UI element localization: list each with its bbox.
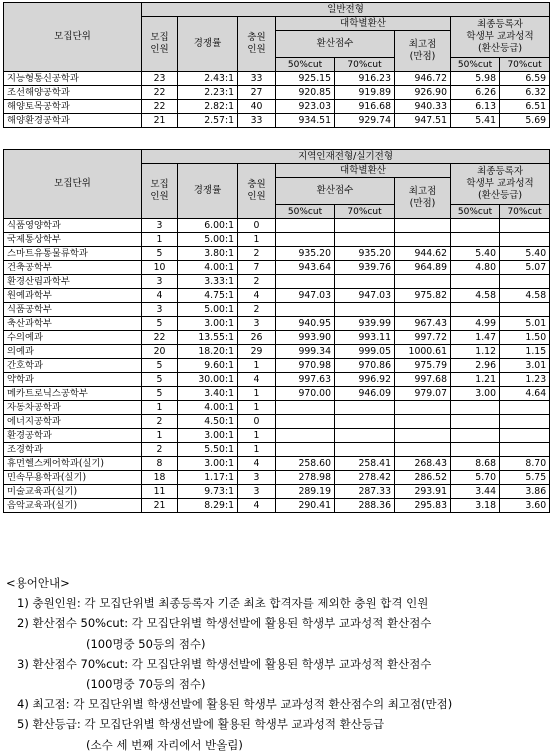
glossary-title: <용어안내> [6, 576, 70, 590]
table-row [4, 247, 550, 261]
filled-count-cell: 3 [238, 317, 276, 331]
competition-rate-cell: 4.50:1 [178, 415, 238, 429]
quota-cell: 21 [142, 114, 178, 128]
grade-70cut-cell: 4.58 [500, 289, 550, 303]
header-group: 일반전형 [142, 3, 550, 17]
table-row [4, 289, 550, 303]
score-70cut-cell: 996.92 [335, 373, 395, 387]
unit-name-cell: 건축공학부 [4, 261, 142, 275]
quota-cell: 22 [142, 331, 178, 345]
max-score-cell [395, 275, 451, 289]
grade-50cut-cell: 4.58 [451, 289, 500, 303]
max-score-cell [395, 415, 451, 429]
competition-rate-cell: 5.00:1 [178, 303, 238, 317]
filled-count-cell: 1 [238, 429, 276, 443]
grade-50cut-cell [451, 415, 500, 429]
filled-count-cell: 33 [238, 114, 276, 128]
grade-50cut-cell [451, 443, 500, 457]
grade-70cut-cell: 3.86 [500, 485, 550, 499]
grade-70cut-cell [500, 429, 550, 443]
competition-rate-cell: 2.23:1 [178, 86, 238, 100]
score-70cut-cell [335, 443, 395, 457]
score-70cut-cell [335, 233, 395, 247]
table-row [4, 429, 550, 443]
header-converted-score: 환산점수 [276, 178, 395, 205]
table-row [4, 387, 550, 401]
table-row [4, 261, 550, 275]
score-50cut-cell: 258.60 [276, 457, 335, 471]
quota-cell: 1 [142, 401, 178, 415]
table-row [4, 317, 550, 331]
filled-count-cell: 4 [238, 499, 276, 513]
quota-cell: 23 [142, 72, 178, 86]
unit-name-cell: 음악교육과(실기) [4, 499, 142, 513]
score-50cut-cell [276, 429, 335, 443]
grade-50cut-cell: 4.80 [451, 261, 500, 275]
grade-70cut-cell [500, 303, 550, 317]
max-score-cell: 926.90 [395, 86, 451, 100]
glossary-item-grade-detail: (소수 세 번째 자리에서 반올림) [86, 737, 243, 752]
quota-cell: 21 [142, 499, 178, 513]
table-row [4, 401, 550, 415]
grade-50cut-cell: 3.18 [451, 499, 500, 513]
grade-70cut-cell: 3.60 [500, 499, 550, 513]
max-score-cell: 975.82 [395, 289, 451, 303]
score-70cut-cell [335, 219, 395, 233]
filled-count-cell: 33 [238, 72, 276, 86]
header-score-70cut: 70%cut [335, 205, 395, 219]
grade-50cut-cell: 5.98 [451, 72, 500, 86]
filled-count-cell: 3 [238, 471, 276, 485]
filled-count-cell: 27 [238, 86, 276, 100]
grade-70cut-cell [500, 275, 550, 289]
regional-practical-admission-table [3, 149, 550, 513]
score-50cut-cell: 943.64 [276, 261, 335, 275]
quota-cell: 1 [142, 429, 178, 443]
max-score-cell: 286.52 [395, 471, 451, 485]
table-row [4, 100, 550, 114]
table-row [4, 443, 550, 457]
max-score-cell [395, 233, 451, 247]
general-admission-table [3, 2, 550, 128]
header-max-score: 최고점 (만점) [395, 178, 451, 219]
max-score-cell: 967.43 [395, 317, 451, 331]
filled-count-cell: 2 [238, 275, 276, 289]
grade-70cut-cell [500, 219, 550, 233]
table-row [4, 331, 550, 345]
grade-50cut-cell: 4.99 [451, 317, 500, 331]
grade-50cut-cell [451, 401, 500, 415]
competition-rate-cell: 9.60:1 [178, 359, 238, 373]
filled-count-cell: 1 [238, 233, 276, 247]
grade-70cut-cell: 1.50 [500, 331, 550, 345]
unit-name-cell: 의예과 [4, 345, 142, 359]
score-50cut-cell: 970.00 [276, 387, 335, 401]
max-score-cell: 946.72 [395, 72, 451, 86]
quota-cell: 5 [142, 247, 178, 261]
quota-cell: 3 [142, 219, 178, 233]
unit-name-cell: 메카트로닉스공학부 [4, 387, 142, 401]
max-score-cell [395, 443, 451, 457]
quota-cell: 11 [142, 485, 178, 499]
table-row [4, 373, 550, 387]
score-50cut-cell: 289.19 [276, 485, 335, 499]
competition-rate-cell: 1.17:1 [178, 471, 238, 485]
grade-50cut-cell: 5.70 [451, 471, 500, 485]
table-row [4, 72, 550, 86]
grade-50cut-cell: 3.44 [451, 485, 500, 499]
unit-name-cell: 수의예과 [4, 331, 142, 345]
competition-rate-cell: 30.00:1 [178, 373, 238, 387]
score-70cut-cell: 287.33 [335, 485, 395, 499]
filled-count-cell: 26 [238, 331, 276, 345]
unit-name-cell: 휴먼헬스케어학과(실기) [4, 457, 142, 471]
unit-name-cell: 식품영양학과 [4, 219, 142, 233]
grade-50cut-cell: 1.12 [451, 345, 500, 359]
unit-name-cell: 식품공학부 [4, 303, 142, 317]
filled-count-cell: 1 [238, 443, 276, 457]
filled-count-cell: 4 [238, 457, 276, 471]
score-50cut-cell: 925.15 [276, 72, 335, 86]
grade-70cut-cell: 1.15 [500, 345, 550, 359]
header-unit: 모집단위 [4, 3, 142, 72]
glossary-item-grade: 5) 환산등급: 각 모집단위별 학생선발에 활용된 학생부 교과성적 환산등급 [17, 717, 385, 732]
quota-cell: 10 [142, 261, 178, 275]
unit-name-cell: 해양환경공학과 [4, 114, 142, 128]
grade-50cut-cell: 1.47 [451, 331, 500, 345]
score-50cut-cell [276, 233, 335, 247]
quota-cell: 20 [142, 345, 178, 359]
header-rate: 경쟁률 [178, 164, 238, 219]
grade-70cut-cell: 5.40 [500, 247, 550, 261]
grade-70cut-cell [500, 415, 550, 429]
unit-name-cell: 국제통상학부 [4, 233, 142, 247]
max-score-cell: 975.79 [395, 359, 451, 373]
max-score-cell: 293.91 [395, 485, 451, 499]
score-70cut-cell: 916.23 [335, 72, 395, 86]
score-50cut-cell [276, 303, 335, 317]
grade-50cut-cell: 6.26 [451, 86, 500, 100]
score-70cut-cell [335, 275, 395, 289]
filled-count-cell: 0 [238, 415, 276, 429]
header-grade-50cut: 50%cut [451, 58, 500, 72]
grade-70cut-cell: 6.51 [500, 100, 550, 114]
filled-count-cell: 1 [238, 387, 276, 401]
regional-practical-admission-rows [4, 219, 550, 513]
filled-count-cell: 3 [238, 485, 276, 499]
unit-name-cell: 스마트유통물류학과 [4, 247, 142, 261]
filled-count-cell: 4 [238, 289, 276, 303]
unit-name-cell: 약학과 [4, 373, 142, 387]
competition-rate-cell: 18.20:1 [178, 345, 238, 359]
table-row [4, 457, 550, 471]
grade-50cut-cell [451, 233, 500, 247]
score-50cut-cell [276, 219, 335, 233]
header-score-50cut: 50%cut [276, 58, 335, 72]
competition-rate-cell: 5.50:1 [178, 443, 238, 457]
glossary-item-filled: 1) 충원인원: 각 모집단위별 최종등록자 기준 최초 합격자를 제외한 충원 합격 인원 [17, 596, 429, 611]
score-50cut-cell: 290.41 [276, 499, 335, 513]
grade-70cut-cell: 6.32 [500, 86, 550, 100]
score-50cut-cell: 997.63 [276, 373, 335, 387]
table-row [4, 415, 550, 429]
score-50cut-cell: 993.90 [276, 331, 335, 345]
grade-70cut-cell: 3.01 [500, 359, 550, 373]
table-row [4, 114, 550, 128]
filled-count-cell: 1 [238, 401, 276, 415]
unit-name-cell: 축산과학부 [4, 317, 142, 331]
competition-rate-cell: 3.80:1 [178, 247, 238, 261]
quota-cell: 5 [142, 387, 178, 401]
header-grade-70cut: 70%cut [500, 58, 550, 72]
grade-50cut-cell: 5.41 [451, 114, 500, 128]
unit-name-cell: 민속무용학과(실기) [4, 471, 142, 485]
competition-rate-cell: 3.33:1 [178, 275, 238, 289]
grade-50cut-cell [451, 275, 500, 289]
competition-rate-cell: 4.00:1 [178, 401, 238, 415]
competition-rate-cell: 9.73:1 [178, 485, 238, 499]
grade-50cut-cell: 5.40 [451, 247, 500, 261]
quota-cell: 8 [142, 457, 178, 471]
score-50cut-cell: 934.51 [276, 114, 335, 128]
score-50cut-cell [276, 443, 335, 457]
competition-rate-cell: 4.75:1 [178, 289, 238, 303]
grade-50cut-cell [451, 219, 500, 233]
competition-rate-cell: 5.00:1 [178, 233, 238, 247]
unit-name-cell: 에너지공학과 [4, 415, 142, 429]
table-row [4, 345, 550, 359]
glossary-item-70cut: 3) 환산점수 70%cut: 각 모집단위별 학생선발에 활용된 학생부 교과성적 환산점수 [17, 656, 432, 671]
competition-rate-cell: 2.82:1 [178, 100, 238, 114]
unit-name-cell: 환경산림과학부 [4, 275, 142, 289]
quota-cell: 2 [142, 415, 178, 429]
score-70cut-cell: 288.36 [335, 499, 395, 513]
score-50cut-cell [276, 401, 335, 415]
max-score-cell: 1000.61 [395, 345, 451, 359]
table-row [4, 233, 550, 247]
competition-rate-cell: 13.55:1 [178, 331, 238, 345]
max-score-cell: 997.68 [395, 373, 451, 387]
grade-70cut-cell [500, 401, 550, 415]
header-score-70cut: 70%cut [335, 58, 395, 72]
grade-70cut-cell: 5.69 [500, 114, 550, 128]
grade-50cut-cell: 6.13 [451, 100, 500, 114]
glossary-item-max: 4) 최고점: 각 모집단위별 학생선발에 활용된 학생부 교과성적 환산점수의 최고점(만점) [17, 697, 453, 712]
header-quota: 모집 인원 [142, 17, 178, 72]
max-score-cell [395, 401, 451, 415]
score-70cut-cell [335, 401, 395, 415]
score-70cut-cell: 939.76 [335, 261, 395, 275]
filled-count-cell: 2 [238, 303, 276, 317]
competition-rate-cell: 3.00:1 [178, 429, 238, 443]
max-score-cell: 947.51 [395, 114, 451, 128]
quota-cell: 5 [142, 317, 178, 331]
header-rate: 경쟁률 [178, 17, 238, 72]
competition-rate-cell: 8.29:1 [178, 499, 238, 513]
table-row [4, 499, 550, 513]
score-70cut-cell: 929.74 [335, 114, 395, 128]
score-70cut-cell: 916.68 [335, 100, 395, 114]
header-grade-70cut: 70%cut [500, 205, 550, 219]
grade-70cut-cell: 6.59 [500, 72, 550, 86]
unit-name-cell: 환경공학과 [4, 429, 142, 443]
filled-count-cell: 29 [238, 345, 276, 359]
header-final-registrant: 최종등록자 학생부 교과성적 (환산등급) [451, 17, 550, 58]
max-score-cell: 944.62 [395, 247, 451, 261]
quota-cell: 3 [142, 303, 178, 317]
quota-cell: 5 [142, 359, 178, 373]
quota-cell: 22 [142, 100, 178, 114]
max-score-cell: 997.72 [395, 331, 451, 345]
header-max-score: 최고점 (만점) [395, 31, 451, 72]
competition-rate-cell: 3.40:1 [178, 387, 238, 401]
score-70cut-cell: 939.99 [335, 317, 395, 331]
quota-cell: 18 [142, 471, 178, 485]
unit-name-cell: 해양토목공학과 [4, 100, 142, 114]
max-score-cell: 964.89 [395, 261, 451, 275]
max-score-cell [395, 219, 451, 233]
quota-cell: 22 [142, 86, 178, 100]
table-row [4, 303, 550, 317]
grade-70cut-cell [500, 233, 550, 247]
max-score-cell: 295.83 [395, 499, 451, 513]
header-filled: 충원 인원 [238, 164, 276, 219]
grade-70cut-cell: 5.01 [500, 317, 550, 331]
grade-50cut-cell: 2.96 [451, 359, 500, 373]
header-converted-score: 환산점수 [276, 31, 395, 58]
grade-50cut-cell: 3.00 [451, 387, 500, 401]
max-score-cell [395, 303, 451, 317]
quota-cell: 4 [142, 289, 178, 303]
competition-rate-cell: 3.00:1 [178, 317, 238, 331]
header-score-50cut: 50%cut [276, 205, 335, 219]
competition-rate-cell: 2.43:1 [178, 72, 238, 86]
quota-cell: 3 [142, 275, 178, 289]
max-score-cell: 268.43 [395, 457, 451, 471]
grade-70cut-cell: 4.64 [500, 387, 550, 401]
max-score-cell: 940.33 [395, 100, 451, 114]
score-50cut-cell: 970.98 [276, 359, 335, 373]
filled-count-cell: 1 [238, 359, 276, 373]
header-grade-50cut: 50%cut [451, 205, 500, 219]
grade-70cut-cell: 5.75 [500, 471, 550, 485]
grade-70cut-cell: 1.23 [500, 373, 550, 387]
filled-count-cell: 0 [238, 219, 276, 233]
score-50cut-cell: 947.03 [276, 289, 335, 303]
filled-count-cell: 4 [238, 373, 276, 387]
score-50cut-cell [276, 415, 335, 429]
score-70cut-cell: 946.09 [335, 387, 395, 401]
competition-rate-cell: 3.00:1 [178, 457, 238, 471]
score-70cut-cell: 947.03 [335, 289, 395, 303]
unit-name-cell: 조선해양공학과 [4, 86, 142, 100]
score-70cut-cell: 993.11 [335, 331, 395, 345]
grade-70cut-cell [500, 443, 550, 457]
competition-rate-cell: 2.57:1 [178, 114, 238, 128]
quota-cell: 5 [142, 373, 178, 387]
header-filled: 충원 인원 [238, 17, 276, 72]
competition-rate-cell: 4.00:1 [178, 261, 238, 275]
grade-50cut-cell: 8.68 [451, 457, 500, 471]
general-admission-rows [4, 72, 550, 128]
header-group: 지역인재전형/실기전형 [142, 150, 550, 164]
unit-name-cell: 조경학과 [4, 443, 142, 457]
header-unit: 모집단위 [4, 150, 142, 219]
score-50cut-cell: 935.20 [276, 247, 335, 261]
score-70cut-cell [335, 429, 395, 443]
grade-70cut-cell: 8.70 [500, 457, 550, 471]
quota-cell: 1 [142, 233, 178, 247]
header-univ-conversion: 대학별환산 [276, 17, 451, 31]
header-final-registrant: 최종등록자 학생부 교과성적 (환산등급) [451, 164, 550, 205]
table-row [4, 471, 550, 485]
grade-50cut-cell: 1.21 [451, 373, 500, 387]
score-70cut-cell [335, 303, 395, 317]
table-row [4, 359, 550, 373]
competition-rate-cell: 6.00:1 [178, 219, 238, 233]
unit-name-cell: 지능형통신공학과 [4, 72, 142, 86]
filled-count-cell: 40 [238, 100, 276, 114]
max-score-cell: 979.07 [395, 387, 451, 401]
header-quota: 모집 인원 [142, 164, 178, 219]
filled-count-cell: 2 [238, 247, 276, 261]
score-70cut-cell: 935.20 [335, 247, 395, 261]
glossary [6, 573, 452, 755]
grade-50cut-cell [451, 429, 500, 443]
score-50cut-cell [276, 275, 335, 289]
score-70cut-cell [335, 415, 395, 429]
score-70cut-cell: 999.05 [335, 345, 395, 359]
grade-70cut-cell: 5.07 [500, 261, 550, 275]
score-50cut-cell: 278.98 [276, 471, 335, 485]
table-row [4, 86, 550, 100]
unit-name-cell: 원예과학부 [4, 289, 142, 303]
glossary-item-50cut: 2) 환산점수 50%cut: 각 모집단위별 학생선발에 활용된 학생부 교과성적 환산점수 [17, 616, 432, 631]
score-50cut-cell: 940.95 [276, 317, 335, 331]
max-score-cell [395, 429, 451, 443]
table-row [4, 275, 550, 289]
header-univ-conversion: 대학별환산 [276, 164, 451, 178]
score-50cut-cell: 923.03 [276, 100, 335, 114]
score-70cut-cell: 919.89 [335, 86, 395, 100]
glossary-item-50cut-detail: (100명중 50등의 점수) [86, 636, 206, 651]
unit-name-cell: 미술교육과(실기) [4, 485, 142, 499]
filled-count-cell: 7 [238, 261, 276, 275]
score-50cut-cell: 920.85 [276, 86, 335, 100]
score-70cut-cell: 970.86 [335, 359, 395, 373]
glossary-item-70cut-detail: (100명중 70등의 점수) [86, 677, 206, 692]
table-row [4, 485, 550, 499]
score-70cut-cell: 278.42 [335, 471, 395, 485]
unit-name-cell: 간호학과 [4, 359, 142, 373]
quota-cell: 2 [142, 443, 178, 457]
table-row [4, 219, 550, 233]
score-50cut-cell: 999.34 [276, 345, 335, 359]
unit-name-cell: 자동차공학과 [4, 401, 142, 415]
grade-50cut-cell [451, 303, 500, 317]
score-70cut-cell: 258.41 [335, 457, 395, 471]
